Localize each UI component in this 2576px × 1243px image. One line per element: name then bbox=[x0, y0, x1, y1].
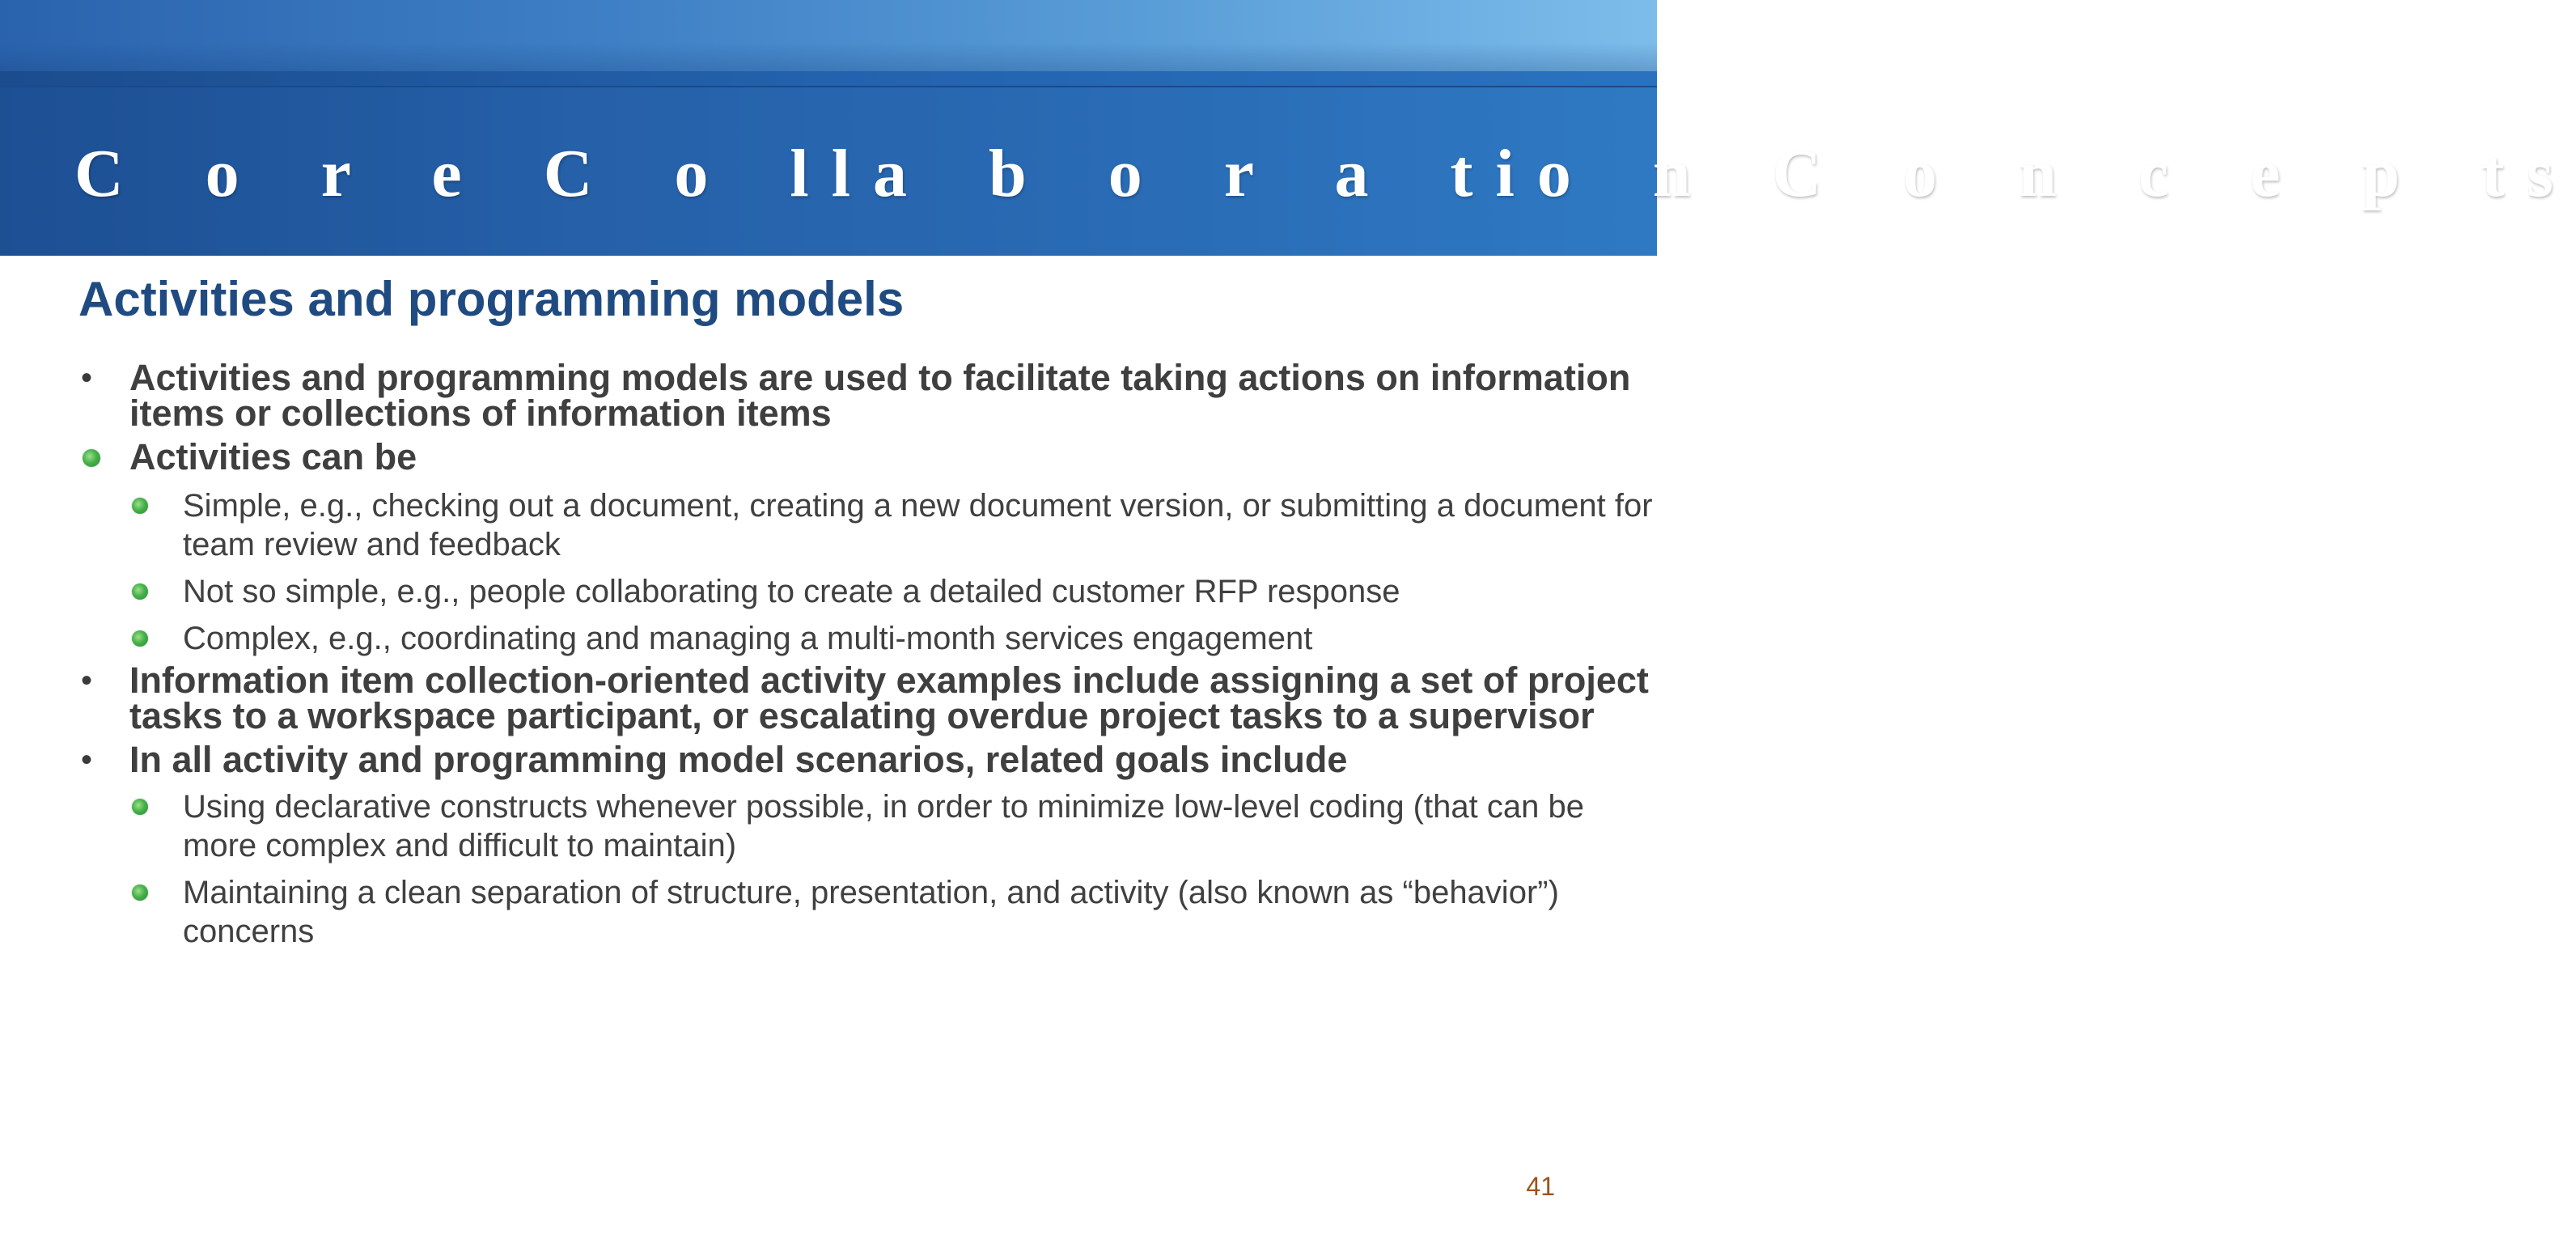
banner-top-shade bbox=[0, 42, 1657, 71]
bullet-text: Activities can be bbox=[129, 436, 417, 477]
bullet-item bbox=[0, 660, 1657, 736]
title-banner bbox=[0, 0, 2576, 256]
slide-subtitle: Activities and programming models bbox=[78, 272, 905, 326]
green-bullet-icon bbox=[132, 799, 148, 815]
bullet-list bbox=[0, 357, 1657, 951]
slide-title: C o r e C o lla b o r a tio n C o n c e p ts bbox=[74, 136, 2576, 211]
green-bullet-icon bbox=[83, 449, 100, 467]
bullet-dot-icon: • bbox=[81, 360, 93, 396]
bullet-item bbox=[0, 739, 1657, 780]
bullet-text: Activities and programming models are used to facilitate taking actions on information items or collections of information items bbox=[129, 357, 1631, 434]
bullet-text: Complex, e.g., coordinating and managing a multi-month services engagement bbox=[183, 621, 1313, 656]
bullet-text: Using declarative constructs whenever possible, in order to minimize low-level coding (that can be more complex and difficult to maintain) bbox=[183, 789, 1584, 863]
sub-bullet-item bbox=[0, 619, 1657, 658]
bullet-dot-icon: • bbox=[81, 663, 93, 698]
bullet-text: Maintaining a clean separation of structure, presentation, and activity (also known as “behavior”) concerns bbox=[183, 875, 1559, 949]
sub-bullet-item bbox=[0, 787, 1657, 865]
sub-bullet-item bbox=[0, 572, 1657, 611]
sub-bullet-item bbox=[0, 873, 1657, 951]
green-bullet-icon bbox=[132, 885, 148, 901]
sub-bullet-item bbox=[0, 486, 1657, 564]
green-bullet-icon bbox=[132, 630, 148, 647]
bullet-text: Simple, e.g., checking out a document, creating a new document version, or submitting a document for team review and feedback bbox=[183, 488, 1653, 562]
bullet-item bbox=[0, 357, 1657, 434]
bullet-text: In all activity and programming model scenarios, related goals include bbox=[129, 739, 1348, 780]
green-bullet-icon bbox=[132, 583, 148, 600]
bullet-text: Not so simple, e.g., people collaborating to create a detailed customer RFP response bbox=[183, 574, 1400, 609]
green-bullet-icon bbox=[132, 498, 148, 514]
banner-stripe bbox=[0, 71, 1657, 87]
bullet-item bbox=[0, 436, 1657, 477]
page-number: 41 bbox=[1526, 1172, 1555, 1201]
bullet-text: Information item collection-oriented activity examples include assigning a set of project tasks to a workspace participant, or escalating overdue project tasks to a supervisor bbox=[129, 660, 1649, 736]
bullet-dot-icon: • bbox=[81, 742, 93, 778]
